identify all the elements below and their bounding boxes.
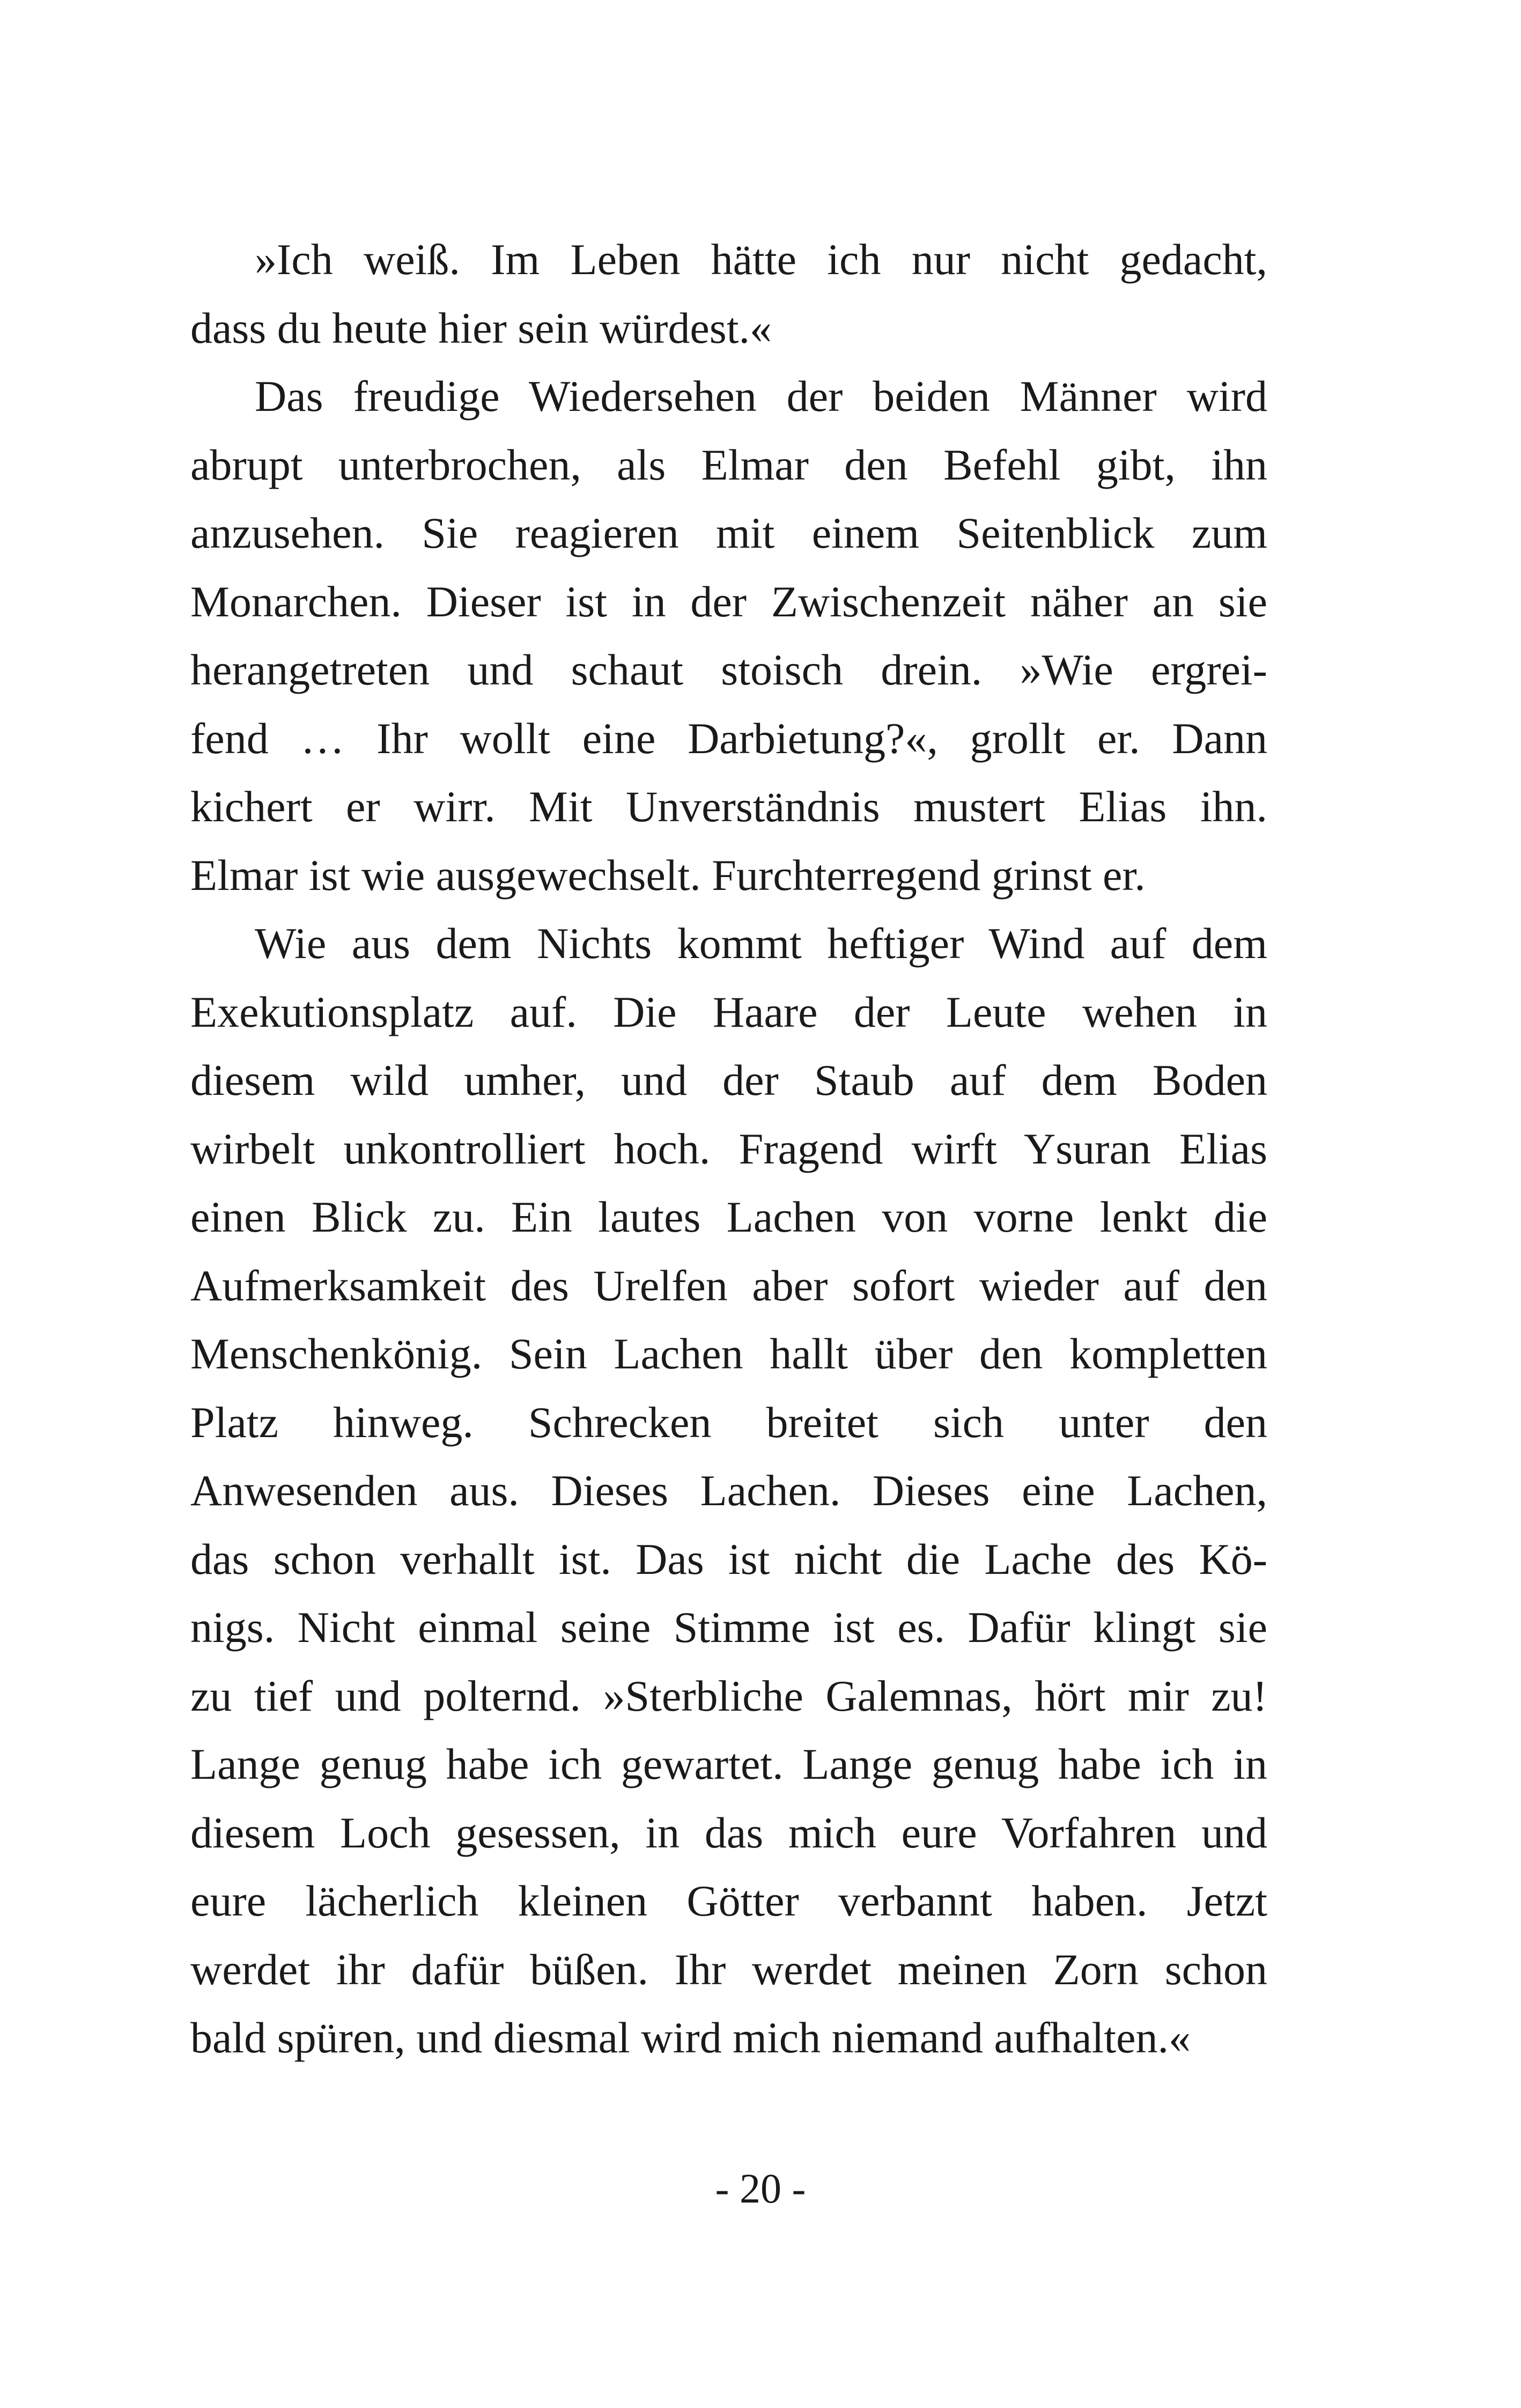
text-line: abrupt unterbrochen, als Elmar den Befehl gibt, ihn bbox=[190, 440, 1267, 489]
text-line: Elmar ist wie ausgewechselt. Furchterregend grinst er. bbox=[190, 850, 1146, 900]
text-line: Das freudige Wiedersehen der beiden Männer wird bbox=[255, 372, 1267, 421]
text-line: Platz hinweg. Schrecken breitet sich unter den bbox=[190, 1397, 1267, 1447]
text-line: dass du heute hier sein würdest.« bbox=[190, 303, 772, 352]
text-line: diesem wild umher, und der Staub auf dem Boden bbox=[190, 1056, 1267, 1104]
text-line: Exekutionsplatz auf. Die Haare der Leute wehen in bbox=[190, 987, 1267, 1036]
text-line: fend … Ihr wollt eine Darbietung?«, grollt er. Dann bbox=[190, 713, 1267, 763]
text-line: Menschenkönig. Sein Lachen hallt über den kompletten bbox=[190, 1329, 1267, 1378]
text-line: herangetreten und schaut stoisch drein. »Wie ergrei- bbox=[190, 645, 1267, 694]
page-number: - 20 - bbox=[715, 2165, 806, 2212]
text-line: das schon verhallt ist. Das ist nicht die Lache des Kö- bbox=[190, 1534, 1267, 1584]
text-line: Anwesenden aus. Dieses Lachen. Dieses eine Lachen, bbox=[190, 1466, 1267, 1515]
text-line: diesem Loch gesessen, in das mich eure Vorfahren und bbox=[190, 1808, 1267, 1857]
text-line: Lange genug habe ich gewartet. Lange genug habe ich in bbox=[190, 1740, 1267, 1788]
text-line: zu tief und polternd. »Sterbliche Galemnas, hört mir zu! bbox=[190, 1671, 1267, 1720]
text-line: Aufmerksamkeit des Urelfen aber sofort wieder auf den bbox=[190, 1261, 1267, 1310]
body-text bbox=[190, 225, 1267, 2072]
text-line: Wie aus dem Nichts kommt heftiger Wind auf dem bbox=[255, 919, 1267, 968]
text-line: einen Blick zu. Ein lautes Lachen von vorne lenkt die bbox=[190, 1192, 1267, 1241]
text-line: Monarchen. Dieser ist in der Zwischenzeit näher an sie bbox=[190, 577, 1267, 626]
text-line: kichert er wirr. Mit Unverständnis mustert Elias ihn. bbox=[190, 782, 1267, 831]
text-line: wirbelt unkontrolliert hoch. Fragend wirft Ysuran Elias bbox=[190, 1124, 1267, 1173]
text-line: bald spüren, und diesmal wird mich niemand aufhalten.« bbox=[190, 2013, 1191, 2062]
text-line: anzusehen. Sie reagieren mit einem Seitenblick zum bbox=[190, 509, 1267, 557]
text-line: »Ich weiß. Im Leben hätte ich nur nicht gedacht, bbox=[255, 235, 1267, 284]
text-line: werdet ihr dafür büßen. Ihr werdet meinen Zorn schon bbox=[190, 1945, 1267, 1994]
text-line: eure lächerlich kleinen Götter verbannt haben. Jetzt bbox=[190, 1876, 1267, 1925]
text-line: nigs. Nicht einmal seine Stimme ist es. Dafür klingt sie bbox=[190, 1603, 1267, 1652]
